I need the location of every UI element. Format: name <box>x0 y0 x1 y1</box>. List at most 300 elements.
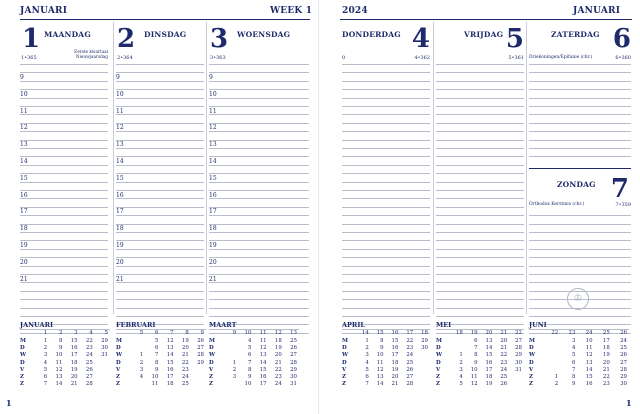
sunday-count: 7•359 <box>615 202 631 208</box>
sunday-note: Orthodox Kerstmis (chr.) <box>529 202 585 207</box>
calendar-day: 14 <box>166 352 174 359</box>
calendar-day: 17 <box>259 381 267 388</box>
calendar-day: 6 <box>247 352 252 359</box>
hour-label: 18 <box>116 225 124 233</box>
year-header: 2024 <box>342 6 368 16</box>
calendar-day: 22 <box>602 374 610 380</box>
ruled-line <box>342 308 430 309</box>
week-number: 12 <box>274 330 282 336</box>
calendar-day: 24 <box>500 366 508 373</box>
day-name: WOENSDAG <box>237 30 291 39</box>
week-number: 22 <box>515 330 522 336</box>
calendar-row <box>116 367 206 374</box>
hour-label: 20 <box>116 258 124 266</box>
ruled-line <box>342 207 430 208</box>
hour-label: 13 <box>209 141 217 149</box>
weekday-initial: M <box>20 338 26 344</box>
calendar-day: 21 <box>70 381 78 388</box>
ruled-line <box>116 198 204 199</box>
calendar-row <box>209 381 299 388</box>
calendar-row <box>529 345 629 352</box>
calendar-day: 18 <box>70 359 78 366</box>
calendar-day: 19 <box>602 352 610 359</box>
hour-label: 15 <box>20 174 28 182</box>
week-number: 15 <box>376 330 384 336</box>
ruled-line <box>116 98 204 99</box>
ruled-line <box>436 72 524 73</box>
calendar-day: 6 <box>43 374 48 380</box>
calendar-rule <box>529 329 629 330</box>
calendar-day: 25 <box>181 381 189 388</box>
calendar-day: 16 <box>391 345 399 352</box>
calendar-row <box>436 360 524 367</box>
weekday-initial: V <box>342 366 347 373</box>
calendar-day: 11 <box>376 359 384 366</box>
ruled-line <box>342 240 430 241</box>
ruled-line <box>436 182 524 183</box>
weekday-initial: D <box>209 345 214 352</box>
sunday-name: ZONDAG <box>557 180 596 189</box>
weekday-initial: Z <box>20 374 24 380</box>
hour-label: 19 <box>20 241 28 249</box>
day-name: VRIJDAG <box>464 30 504 39</box>
calendar-day: 10 <box>470 366 478 373</box>
ruled-line <box>436 123 524 124</box>
calendar-day: 29 <box>290 366 297 373</box>
calendar-day: 12 <box>55 366 63 373</box>
calendar-row <box>209 367 299 374</box>
month-name: JANUARI <box>20 321 54 329</box>
calendar-day: 27 <box>620 359 627 366</box>
calendar-day: 29 <box>620 374 627 380</box>
calendar-day: 9 <box>247 374 252 380</box>
calendar-day: 19 <box>181 338 189 344</box>
day-name: DONDERDAG <box>342 30 401 39</box>
calendar-day: 7 <box>571 366 576 373</box>
calendar-day: 5 <box>43 366 48 373</box>
calendar-day: 26 <box>197 338 204 344</box>
ruled-line <box>209 291 309 292</box>
ruled-line <box>20 140 108 141</box>
month-name: FEBRUARI <box>116 321 156 329</box>
ruled-line <box>342 165 430 166</box>
calendar-day: 4 <box>571 345 576 352</box>
day-count: 6•360 <box>615 55 631 61</box>
calendar-row <box>116 345 206 352</box>
week-number: 1 <box>43 330 48 336</box>
weekday-initial: M <box>436 338 442 344</box>
calendar-row <box>209 345 299 352</box>
calendar-day: 15 <box>259 366 267 373</box>
week-number: 17 <box>406 330 414 336</box>
ruled-line <box>342 224 430 225</box>
calendar-row <box>116 352 206 359</box>
ruled-line <box>529 123 631 124</box>
mini-calendar-february <box>116 318 206 392</box>
calendar-day: 6 <box>474 338 478 344</box>
calendar-day: 13 <box>485 338 493 344</box>
calendar-day: 23 <box>181 366 189 373</box>
calendar-day: 9 <box>58 345 63 352</box>
calendar-day: 27 <box>85 374 93 380</box>
ruled-line <box>209 274 309 275</box>
calendar-day: 23 <box>406 345 414 352</box>
calendar-day: 29 <box>421 338 428 344</box>
ruled-line <box>529 114 631 115</box>
ruled-line <box>529 156 631 157</box>
hour-label: 20 <box>209 258 217 266</box>
hour-label: 10 <box>20 90 28 98</box>
ruled-line <box>529 106 631 107</box>
header-rule <box>340 19 632 20</box>
calendar-day: 25 <box>85 359 93 366</box>
ruled-line <box>116 123 204 124</box>
calendar-day: 17 <box>391 352 399 359</box>
calendar-row <box>529 381 629 388</box>
calendar-row <box>20 367 110 374</box>
ruled-line <box>116 190 204 191</box>
ruled-line <box>342 274 430 275</box>
page-number: 1 <box>6 398 12 408</box>
hour-label: 11 <box>116 107 124 115</box>
ruled-line <box>529 232 631 233</box>
calendar-row <box>529 338 629 345</box>
ruled-line <box>20 291 108 292</box>
calendar-day: 26 <box>620 352 627 359</box>
ruled-line <box>20 274 108 275</box>
ruled-line <box>209 232 309 233</box>
weekday-initial: Z <box>209 374 213 380</box>
ruled-line <box>436 249 524 250</box>
calendar-row <box>209 374 299 381</box>
ruled-line <box>342 123 430 124</box>
ruled-line <box>436 316 524 317</box>
ruled-line <box>529 299 631 300</box>
calendar-day: 7 <box>43 381 48 388</box>
calendar-day: 3 <box>365 352 369 359</box>
calendar-day: 14 <box>485 345 493 352</box>
calendar-day: 25 <box>406 359 414 366</box>
weekday-initial: M <box>342 338 348 344</box>
ruled-line <box>436 64 524 65</box>
weekday-initial: D <box>209 359 214 366</box>
hour-label: 16 <box>20 191 28 199</box>
ruled-line <box>116 156 204 157</box>
day-column-monday <box>20 22 108 312</box>
hour-label: 21 <box>20 275 28 283</box>
ruled-line <box>436 215 524 216</box>
calendar-day: 11 <box>470 374 478 380</box>
week-number: 16 <box>391 330 399 336</box>
ruled-line <box>529 240 631 241</box>
hour-label: 21 <box>209 275 217 283</box>
calendar-day: 21 <box>391 381 399 388</box>
calendar-day: 17 <box>166 374 174 380</box>
calendar-row <box>20 381 110 388</box>
hour-label: 17 <box>116 208 124 216</box>
ruled-line <box>20 232 108 233</box>
calendar-day: 3 <box>459 366 463 373</box>
calendar-day: 21 <box>181 352 189 359</box>
day-number: 4 <box>411 24 430 54</box>
weekday-initial: Z <box>209 381 213 388</box>
calendar-day: 20 <box>70 374 78 380</box>
calendar-day: 9 <box>154 366 159 373</box>
ruled-line <box>116 224 204 225</box>
calendar-day: 19 <box>70 366 78 373</box>
calendar-day: 7 <box>365 381 369 388</box>
calendar-day: 12 <box>585 352 593 359</box>
ruled-line <box>342 148 430 149</box>
ruled-line <box>20 316 108 317</box>
ruled-line <box>209 240 309 241</box>
calendar-day: 1 <box>232 359 237 366</box>
calendar-day: 15 <box>391 338 399 344</box>
calendar-day: 22 <box>181 359 189 366</box>
calendar-day: 17 <box>70 352 78 359</box>
ruled-line <box>342 316 430 317</box>
day-note: Eerste kwartaal Nieuwjaarsdag <box>74 49 108 60</box>
ruled-line <box>20 106 108 107</box>
calendar-day: 26 <box>406 366 414 373</box>
calendar-day: 5 <box>154 338 159 344</box>
ruled-line <box>209 190 309 191</box>
calendar-day: 1 <box>43 338 48 344</box>
calendar-day: 29 <box>197 359 204 366</box>
ruled-line <box>20 282 108 283</box>
calendar-day: 25 <box>620 345 627 352</box>
week-number: 18 <box>455 330 463 336</box>
calendar-day: 6 <box>154 345 159 352</box>
calendar-rule <box>342 329 430 330</box>
ruled-line <box>342 81 430 82</box>
calendar-day: 27 <box>197 345 204 352</box>
month-name: MEI <box>436 321 452 329</box>
week-number: 23 <box>568 330 576 336</box>
ruled-line <box>116 215 204 216</box>
ruled-line <box>342 156 430 157</box>
calendar-day: 27 <box>406 374 414 380</box>
weekday-initial: Z <box>529 381 533 388</box>
hour-label: 11 <box>209 107 217 115</box>
ruled-line <box>529 98 631 99</box>
ruled-line <box>116 140 204 141</box>
weekday-initial: D <box>529 359 534 366</box>
ruled-line <box>209 72 309 73</box>
calendar-day: 13 <box>585 359 593 366</box>
ruled-line <box>436 224 524 225</box>
ruled-line <box>116 291 204 292</box>
ruled-line <box>436 198 524 199</box>
ruled-line <box>20 89 108 90</box>
ruled-line <box>116 232 204 233</box>
calendar-row <box>342 352 430 359</box>
calendar-day: 25 <box>290 338 297 344</box>
weekday-initial: W <box>209 352 216 359</box>
ruled-line <box>436 232 524 233</box>
weekday-initial: Z <box>342 374 346 380</box>
ruled-line <box>342 257 430 258</box>
day-number: 3 <box>210 24 229 54</box>
week-number: 5 <box>104 330 108 336</box>
ruled-line <box>342 72 430 73</box>
calendar-day: 8 <box>247 366 252 373</box>
month-header: JANUARI <box>573 6 621 16</box>
calendar-day: 8 <box>154 359 159 366</box>
header-rule <box>20 19 310 20</box>
calendar-day: 12 <box>376 366 384 373</box>
column-divider <box>526 22 527 314</box>
weekday-initial: W <box>436 352 443 359</box>
calendar-row <box>116 338 206 345</box>
ruled-line <box>342 140 430 141</box>
weekday-initial: Z <box>20 381 24 388</box>
calendar-day: 23 <box>602 381 610 388</box>
calendar-day: 24 <box>181 374 189 380</box>
ruled-line <box>20 182 108 183</box>
week-number-row <box>529 330 629 337</box>
hour-label: 13 <box>20 141 28 149</box>
calendar-day: 23 <box>500 359 508 366</box>
week-number-row <box>116 330 206 337</box>
calendar-day: 8 <box>571 374 576 380</box>
ruled-line <box>436 207 524 208</box>
calendar-day: 6 <box>571 359 576 366</box>
ruled-line <box>529 89 631 90</box>
ruled-line <box>209 98 309 99</box>
calendar-row <box>342 381 430 388</box>
week-number: 25 <box>602 330 610 336</box>
calendar-row <box>116 381 206 388</box>
ruled-line <box>116 316 204 317</box>
hour-label: 16 <box>116 191 124 199</box>
mini-calendar-april <box>342 318 430 392</box>
hour-label: 12 <box>209 124 217 132</box>
calendar-day: 1 <box>139 352 144 359</box>
hour-label: 20 <box>20 258 28 266</box>
hour-label: 14 <box>116 157 124 165</box>
ruled-line <box>209 131 309 132</box>
ruled-line <box>20 240 108 241</box>
ruled-line <box>209 156 309 157</box>
ruled-line <box>342 198 430 199</box>
ruled-line <box>20 198 108 199</box>
weekday-initial: Z <box>529 374 533 380</box>
hour-label: 18 <box>20 225 28 233</box>
hour-label: 9 <box>20 73 24 81</box>
ruled-line <box>209 215 309 216</box>
week-number: 14 <box>361 330 369 336</box>
calendar-day: 10 <box>376 352 384 359</box>
sunday-rule <box>529 168 631 169</box>
calendar-day: 29 <box>515 352 522 359</box>
ruled-line <box>20 308 108 309</box>
month-name: APRIL <box>342 321 365 329</box>
calendar-day: 20 <box>391 374 399 380</box>
ruled-line <box>342 299 430 300</box>
weekday-initial: D <box>116 345 121 352</box>
ruled-line <box>116 81 204 82</box>
calendar-day: 15 <box>485 352 493 359</box>
calendar-row <box>436 381 524 388</box>
calendar-day: 22 <box>406 338 414 344</box>
day-count: 5•361 <box>508 55 524 61</box>
ruled-line <box>529 72 631 73</box>
ruled-line <box>436 282 524 283</box>
calendar-row <box>342 338 430 345</box>
calendar-day: 31 <box>290 381 297 388</box>
hour-label: 14 <box>209 157 217 165</box>
calendar-day: 9 <box>380 345 384 352</box>
ruled-line <box>209 257 309 258</box>
calendar-day: 28 <box>406 381 414 388</box>
week-number: 4 <box>89 330 93 336</box>
calendar-day: 4 <box>247 338 252 344</box>
calendar-day: 22 <box>500 352 508 359</box>
ruled-line <box>529 148 631 149</box>
ruled-line <box>436 257 524 258</box>
day-column-tuesday <box>116 22 204 312</box>
ruled-line <box>342 282 430 283</box>
calendar-day: 24 <box>85 352 93 359</box>
ruled-line <box>116 148 204 149</box>
calendar-rule <box>20 329 110 330</box>
calendar-day: 8 <box>58 338 63 344</box>
ruled-line <box>20 123 108 124</box>
calendar-day: 28 <box>620 366 627 373</box>
calendar-day: 26 <box>85 366 93 373</box>
ruled-line <box>20 114 108 115</box>
ruled-line <box>436 266 524 267</box>
calendar-day: 24 <box>274 381 282 388</box>
ruled-line <box>209 249 309 250</box>
column-divider <box>433 22 434 314</box>
day-note: Driekoningen/Epifanie (chr.) <box>529 55 593 60</box>
calendar-day: 16 <box>259 374 267 380</box>
calendar-row <box>529 352 629 359</box>
ruled-line <box>116 89 204 90</box>
ruled-line <box>436 98 524 99</box>
ruled-line <box>209 148 309 149</box>
week-number: 8 <box>185 330 189 336</box>
calendar-day: 7 <box>474 345 478 352</box>
calendar-day: 9 <box>474 359 478 366</box>
calendar-day: 19 <box>274 345 282 352</box>
calendar-day: 3 <box>139 366 144 373</box>
calendar-day: 22 <box>85 338 93 344</box>
weekday-initial: Z <box>436 381 440 388</box>
ruled-line <box>209 173 309 174</box>
calendar-rule <box>436 329 524 330</box>
calendar-day: 5 <box>247 345 252 352</box>
hour-label: 17 <box>20 208 28 216</box>
mini-calendar-march <box>209 318 299 392</box>
calendar-row <box>342 345 430 352</box>
ruled-line <box>116 266 204 267</box>
hour-label: 14 <box>20 157 28 165</box>
ruled-line <box>209 308 309 309</box>
hour-label: 11 <box>20 107 28 115</box>
calendar-day: 27 <box>290 352 297 359</box>
sunday-number: 7 <box>610 174 629 204</box>
calendar-day: 5 <box>459 381 463 388</box>
ruled-line <box>529 81 631 82</box>
calendar-day: 12 <box>470 381 478 388</box>
calendar-day: 19 <box>391 366 399 373</box>
week-number: 10 <box>244 330 252 336</box>
calendar-day: 11 <box>585 345 593 352</box>
calendar-row <box>342 374 430 381</box>
